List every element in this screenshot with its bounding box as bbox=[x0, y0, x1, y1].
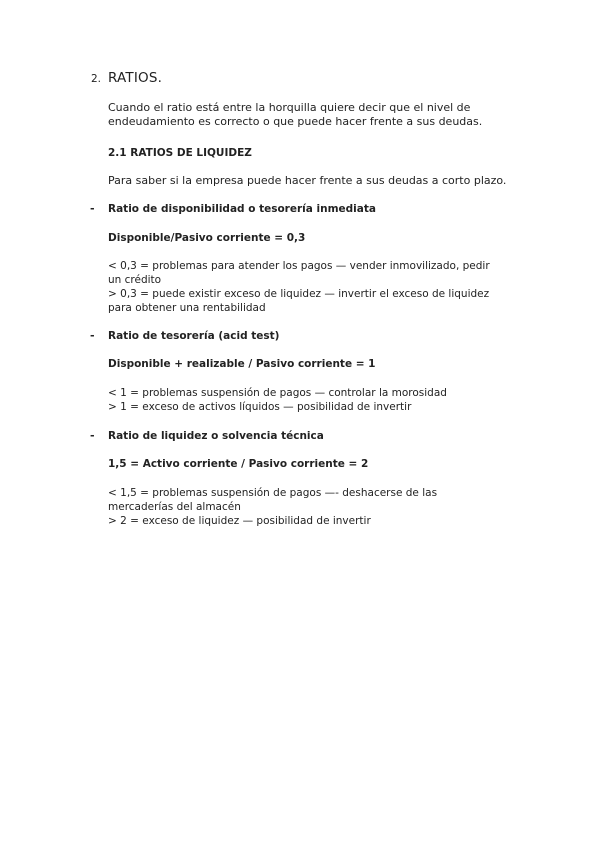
ratio-formula: Disponible + realizable / Pasivo corriente = 1 bbox=[108, 358, 376, 370]
ratio-line: para obtener una rentabilidad bbox=[108, 302, 266, 314]
intro-line-1: Cuando el ratio está entre la horquilla quiere decir que el nivel de bbox=[108, 101, 471, 114]
ratio-description bbox=[108, 486, 528, 528]
ratio-line: > 0,3 = puede existir exceso de liquidez — invertir el exceso de liquidez bbox=[108, 288, 490, 300]
section-number: 2. bbox=[91, 73, 102, 85]
subsection-description: Para saber si la empresa puede hacer frente a sus deudas a corto plazo. bbox=[108, 174, 507, 187]
ratio-title: Ratio de liquidez o solvencia técnica bbox=[108, 430, 324, 442]
bullet-marker: - bbox=[90, 329, 95, 342]
ratio-formula: 1,5 = Activo corriente / Pasivo corriente = 2 bbox=[108, 458, 369, 470]
ratio-line: < 1,5 = problemas suspensión de pagos —- deshacerse de las bbox=[108, 487, 438, 499]
ratio-formula: Disponible/Pasivo corriente = 0,3 bbox=[108, 232, 306, 244]
ratio-title: Ratio de tesorería (acid test) bbox=[108, 330, 280, 342]
ratio-description bbox=[108, 259, 528, 315]
ratio-line: < 1 = problemas suspensión de pagos — controlar la morosidad bbox=[108, 387, 447, 399]
section-heading bbox=[91, 70, 162, 86]
subsection-title: 2.1 RATIOS DE LIQUIDEZ bbox=[108, 147, 252, 159]
intro-paragraph bbox=[108, 101, 528, 129]
bullet-marker: - bbox=[90, 202, 95, 215]
intro-line-2: endeudamiento es correcto o que puede hacer frente a sus deudas. bbox=[108, 115, 483, 128]
ratio-line: > 1 = exceso de activos líquidos — posibilidad de invertir bbox=[108, 401, 412, 413]
bullet-marker: - bbox=[90, 429, 95, 442]
ratio-line: > 2 = exceso de liquidez — posibilidad de invertir bbox=[108, 515, 371, 527]
ratio-line: < 0,3 = problemas para atender los pagos — vender inmovilizado, pedir bbox=[108, 260, 490, 272]
section-title: RATIOS. bbox=[108, 70, 163, 86]
ratio-line: un crédito bbox=[108, 274, 162, 286]
ratio-title: Ratio de disponibilidad o tesorería inmediata bbox=[108, 203, 376, 215]
ratio-description bbox=[108, 386, 528, 414]
ratio-line: mercaderías del almacén bbox=[108, 501, 241, 513]
